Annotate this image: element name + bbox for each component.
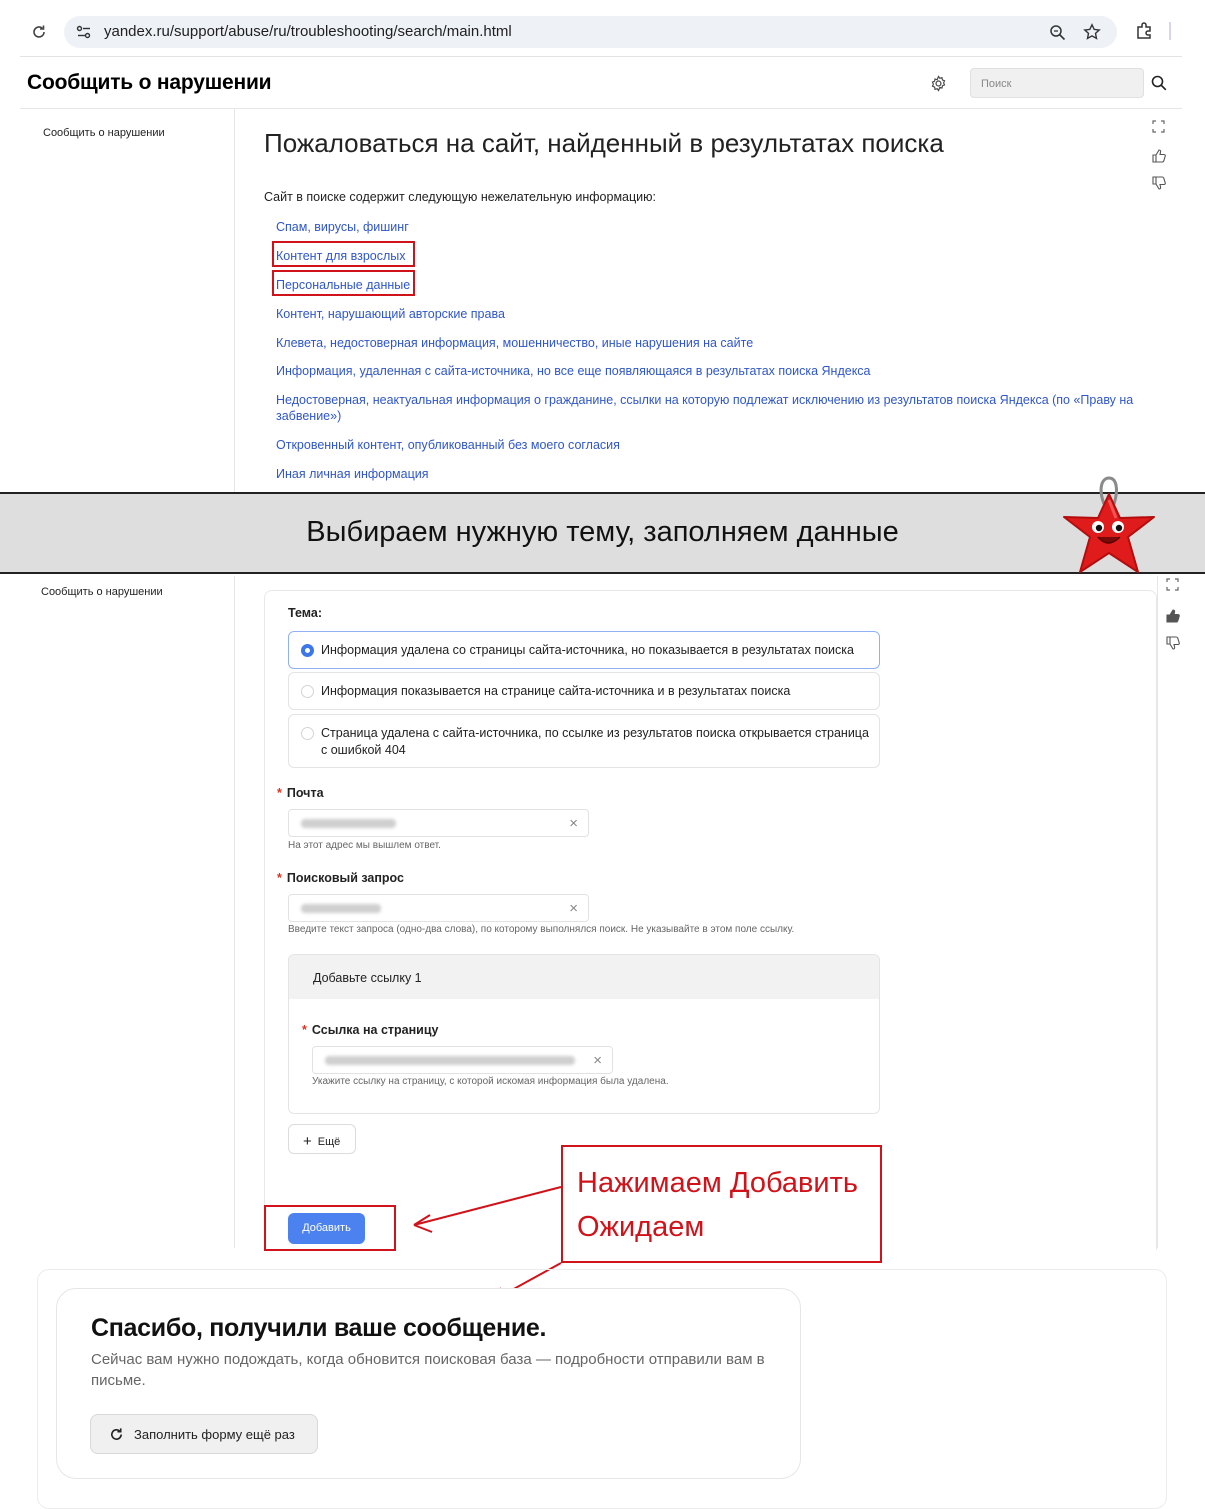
link-label: * Ссылка на страницу [302,1023,439,1037]
fullscreen-icon[interactable] [1152,120,1165,133]
thumbs-down-icon[interactable] [1152,176,1166,190]
topic-link-right-to-forget[interactable]: Недостоверная, неактуальная информация о гражданине, ссылки на которую подлежат исключению из результатов поиска Яндекса (по «Праву на забвение») [276,393,1134,423]
topic-link-copyright[interactable]: Контент, нарушающий авторские права [276,307,505,321]
topic-label: Тема: [288,606,322,620]
search-input[interactable]: Поиск [970,68,1144,98]
topic-link-adult[interactable]: Контент для взрослых [276,249,406,263]
instruction-banner [0,492,1205,574]
email-label: * Почта [277,786,324,800]
reload-icon[interactable] [31,24,47,40]
toolbar-divider [1169,22,1171,40]
site-settings-icon[interactable] [76,25,92,39]
search-icon[interactable] [1151,75,1167,91]
success-title: Спасибо, получили ваше сообщение. [91,1314,547,1342]
star-mascot-icon [1058,474,1162,584]
clear-icon[interactable]: × [569,815,578,832]
query-field[interactable] [288,894,589,922]
query-label: * Поисковый запрос [277,871,404,885]
fullscreen-icon[interactable] [1166,578,1179,591]
annotation-line-2: Ожидаем [577,1211,705,1243]
refill-form-button[interactable] [90,1414,318,1454]
toolbar-separator [20,56,1182,57]
settings-gear-icon[interactable] [930,75,947,92]
sidebar-divider-2 [234,576,235,1248]
thumbs-down-icon[interactable] [1166,636,1180,650]
submit-button[interactable]: Добавить [288,1213,365,1244]
clear-icon[interactable]: × [593,1052,602,1069]
thumbs-up-icon[interactable] [1166,609,1180,623]
annotation-box [561,1145,882,1263]
email-field[interactable] [288,809,589,837]
highlight-personal-data [272,270,415,296]
sidebar-item-report-2[interactable]: Сообщить о нарушении [41,586,163,598]
thumbs-up-icon[interactable] [1152,149,1166,163]
right-rail-divider [1157,576,1158,1248]
topic-option-text: Страница удалена с сайта-источника, по ссылке из результатов поиска открывается страница с ошибкой 404 [321,726,869,757]
link-block-header [289,955,879,999]
redacted-value [325,1056,575,1065]
topic-link-explicit[interactable]: Откровенный контент, опубликованный без моего согласия [276,438,620,452]
success-text: Сейчас вам нужно подождать, когда обновится поисковая база — подробности отправили вам в письме. [91,1351,765,1389]
sidebar-divider [234,109,235,492]
sidebar-item-report[interactable]: Сообщить о нарушении [43,127,165,139]
browser-toolbar [0,0,1205,64]
topic-link-defamation[interactable]: Клевета, недостоверная информация, мошенничество, иные нарушения на сайте [276,336,754,350]
radio-selected[interactable] [301,644,314,657]
topic-link-other-personal[interactable]: Иная личная информация [276,467,429,481]
link-block-title: Добавьте ссылку 1 [313,971,422,985]
zoom-icon[interactable] [1049,24,1066,41]
topic-option-text: Информация удалена со страницы сайта-источника, но показывается в результатах поиска [321,643,854,657]
url-text: yandex.ru/support/abuse/ru/troubleshooting/search/main.html [104,23,512,40]
refill-label: Заполнить форму ещё раз [134,1427,295,1442]
annotation-line-1: Нажимаем Добавить [577,1167,859,1199]
topic-link-personal-data[interactable]: Персональные данные [276,278,411,292]
link-hint: Укажите ссылку на страницу, с которой искомая информация была удалена. [312,1076,669,1087]
banner-text: Выбираем нужную тему, заполняем данные [306,516,899,548]
query-hint: Введите текст запроса (одно-два слова), по которому выполнялся поиск. Не указывайте в этом поле ссылку. [288,924,795,935]
link-field[interactable] [312,1046,613,1074]
page-title: Пожаловаться на сайт, найденный в результатах поиска [264,128,944,158]
redacted-value [301,904,381,913]
radio-unselected[interactable] [301,727,314,740]
intro-text: Сайт в поиске содержит следующую нежелательную информацию: [264,190,656,204]
topic-option-text: Информация показывается на странице сайта-источника и в результатах поиска [321,684,791,698]
highlight-adult [272,241,415,267]
refresh-icon [109,1427,124,1442]
bookmark-star-icon[interactable] [1083,23,1101,41]
radio-unselected[interactable] [301,685,314,698]
email-hint: На этот адрес мы вышлем ответ. [288,840,441,851]
redacted-value [301,819,396,828]
topic-option-2[interactable] [288,672,880,710]
clear-icon[interactable]: × [569,900,578,917]
address-bar[interactable] [64,16,1117,48]
plus-icon: + [303,1133,312,1150]
add-more-button[interactable]: + Ещё [288,1124,356,1154]
topic-option-3[interactable] [288,714,880,768]
site-title[interactable]: Сообщить о нарушении [27,71,272,94]
topic-link-removed-info[interactable]: Информация, удаленная с сайта-источника, но все еще появляющаяся в результатах поиска Яндекса [276,364,871,378]
extensions-icon[interactable] [1135,22,1153,40]
topic-option-1[interactable] [288,631,880,669]
header-divider [20,108,1182,109]
topic-link-spam[interactable]: Спам, вирусы, фишинг [276,220,409,234]
